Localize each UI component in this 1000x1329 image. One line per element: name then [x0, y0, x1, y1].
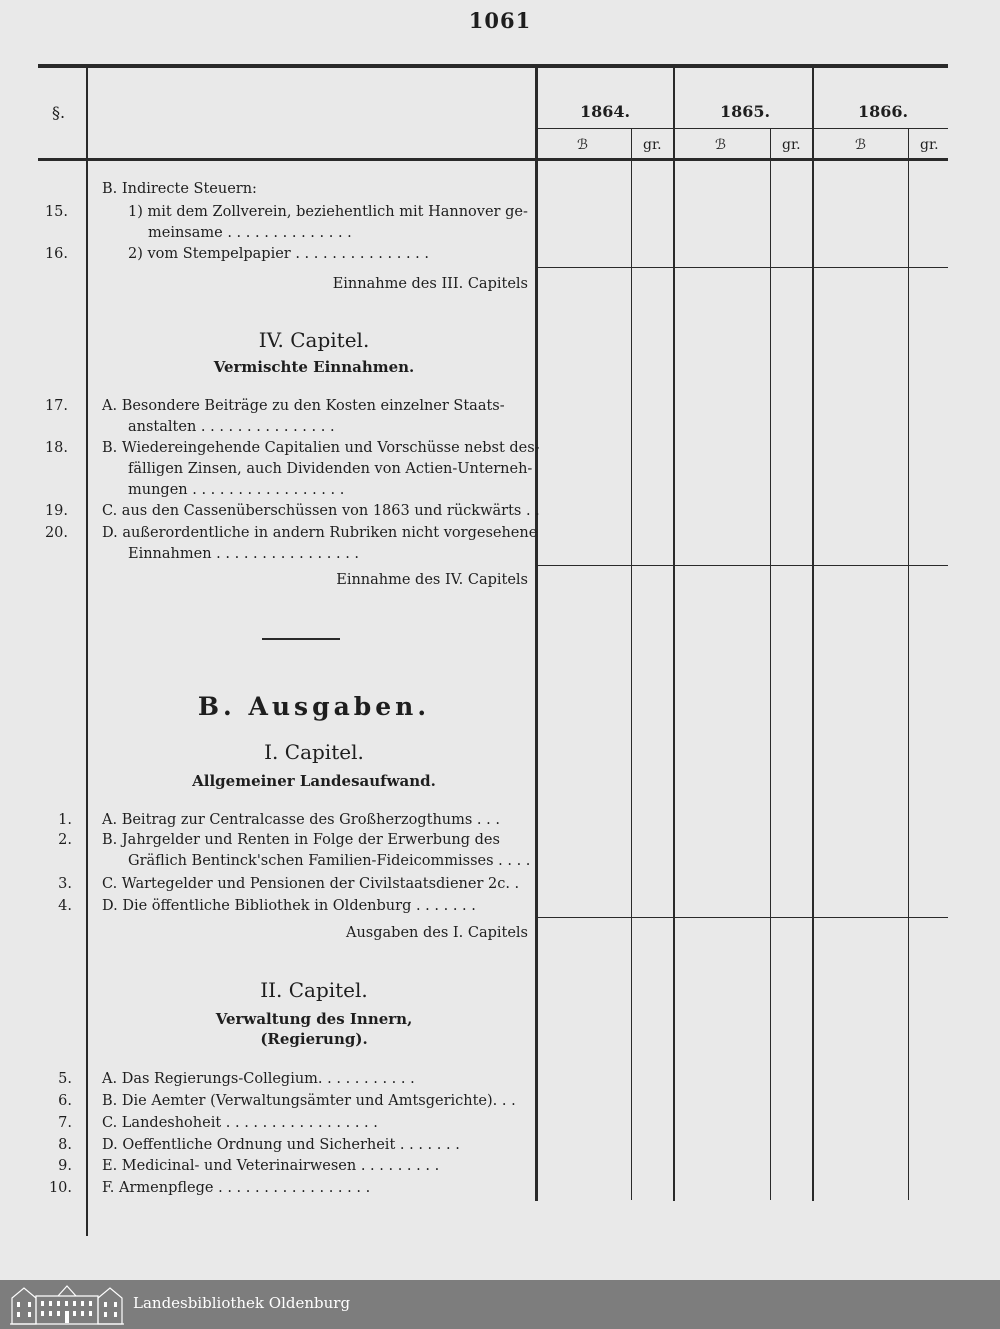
section-divider — [262, 638, 340, 640]
row-20-line2: Einnahmen . . . . . . . . . . . . . . . . — [128, 546, 360, 562]
row-2-line2: Gräflich Bentinck'schen Familien-Fideicommisses . . . . — [128, 853, 531, 869]
sum-cap3-rule — [538, 267, 948, 268]
row-20-number: 20. — [44, 525, 68, 541]
row-18-line3: mungen . . . . . . . . . . . . . . . . . — [128, 482, 345, 498]
section-symbol-header: §. — [52, 103, 66, 122]
row-17-number: 17. — [44, 398, 68, 414]
cap4-title: IV. Capitel. — [258, 328, 370, 352]
row-20-line1: D. außerordentliche in andern Rubriken nicht vorgesehene — [102, 525, 538, 541]
sum-cap1-rule — [538, 917, 948, 918]
row-7-number: 7. — [58, 1115, 72, 1131]
col-line-1866-gr — [908, 128, 909, 1200]
year-1865: 1865. — [719, 102, 771, 121]
col-line-1865 — [673, 66, 675, 1201]
row-19-line1: C. aus den Cassenüberschüssen von 1863 und rückwärts . . — [102, 503, 540, 519]
col-line-1866 — [812, 66, 814, 1201]
cap4-subtitle: Vermischte Einnahmen. — [213, 358, 415, 376]
row-19-number: 19. — [44, 503, 68, 519]
row-indirect-heading: B. Indirecte Steuern: — [102, 181, 257, 197]
row-8-line1: D. Oeffentliche Ordnung und Sicherheit . . . . . . . — [102, 1137, 460, 1153]
cap1-subtitle: Allgemeiner Landesaufwand. — [192, 772, 436, 790]
row-15-line2: meinsame . . . . . . . . . . . . . . — [148, 225, 352, 241]
cap2-subtitle: Verwaltung des Innern, — [215, 1010, 413, 1028]
unit-rule — [538, 128, 948, 129]
row-18-line2: fälligen Zinsen, auch Dividenden von Actien-Unterneh- — [128, 461, 533, 477]
row-17-line1: A. Besondere Beiträge zu den Kosten einzelner Staats- — [102, 398, 505, 414]
row-7-line1: C. Landeshoheit . . . . . . . . . . . . . . . . . — [102, 1115, 378, 1131]
row-18-line1: B. Wiedereingehende Capitalien und Vorschüsse nebst des- — [102, 440, 540, 456]
year-1864: 1864. — [579, 102, 631, 121]
sum-cap1-label: Ausgaben des I. Capitels — [346, 925, 528, 941]
row-1-line1: A. Beitrag zur Centralcasse des Großherzogthums . . . — [102, 812, 500, 828]
row-6-number: 6. — [58, 1093, 72, 1109]
cap2-title: II. Capitel. — [260, 978, 368, 1002]
unit-thaler-1864: ℬ — [577, 137, 589, 153]
row-9-line1: E. Medicinal- und Veterinairwesen . . . . . . . . . — [102, 1158, 440, 1174]
col-line-1865-gr — [770, 128, 771, 1200]
unit-groschen-1865: gr. — [782, 137, 801, 153]
section-b-title: B. Ausgaben. — [197, 692, 431, 721]
year-1866: 1866. — [857, 102, 909, 121]
cap1-title: I. Capitel. — [264, 740, 364, 764]
row-2-number: 2. — [58, 832, 72, 848]
row-9-number: 9. — [58, 1158, 72, 1174]
row-15-line1: 1) mit dem Zollverein, beziehentlich mit Hannover ge- — [128, 204, 528, 220]
row-4-line1: D. Die öffentliche Bibliothek in Oldenburg . . . . . . . — [102, 898, 476, 914]
unit-groschen-1866: gr. — [920, 137, 939, 153]
row-6-line1: B. Die Aemter (Verwaltungsämter und Amtsgerichte). . . — [102, 1093, 516, 1109]
row-10-line1: F. Armenpflege . . . . . . . . . . . . . . . . . — [102, 1180, 371, 1196]
col-line-para — [86, 66, 88, 1236]
sum-cap4-rule — [538, 565, 948, 566]
row-5-number: 5. — [58, 1071, 72, 1087]
sum-cap4-label: Einnahme des IV. Capitels — [336, 572, 528, 588]
unit-thaler-1865: ℬ — [715, 137, 727, 153]
row-8-number: 8. — [58, 1137, 72, 1153]
row-3-line1: C. Wartegelder und Pensionen der Civilstaatsdiener 2c. . — [102, 876, 520, 892]
row-16-line1: 2) vom Stempelpapier . . . . . . . . . . . . . . . — [128, 246, 429, 262]
row-1-number: 1. — [58, 812, 72, 828]
col-line-1864-gr — [631, 128, 632, 1200]
unit-groschen-1864: gr. — [643, 137, 662, 153]
cap2-subtitle2: (Regierung). — [260, 1030, 368, 1048]
sum-cap3-label: Einnahme des III. Capitels — [332, 276, 528, 292]
row-5-line1: A. Das Regierungs-Collegium. . . . . . . . . . . — [102, 1071, 415, 1087]
row-16-number: 16. — [44, 246, 68, 262]
unit-thaler-1866: ℬ — [855, 137, 867, 153]
row-3-number: 3. — [58, 876, 72, 892]
row-2-line1: B. Jahrgelder und Renten in Folge der Erwerbung des — [102, 832, 500, 848]
page-number: 1061 — [468, 8, 532, 33]
footer-library-name: Landesbibliothek Oldenburg — [133, 1294, 351, 1312]
row-4-number: 4. — [58, 898, 72, 914]
row-18-number: 18. — [44, 440, 68, 456]
row-17-line2: anstalten . . . . . . . . . . . . . . . — [128, 419, 335, 435]
row-10-number: 10. — [48, 1180, 72, 1196]
row-15-number: 15. — [44, 204, 68, 220]
library-building-icon — [8, 1282, 126, 1326]
